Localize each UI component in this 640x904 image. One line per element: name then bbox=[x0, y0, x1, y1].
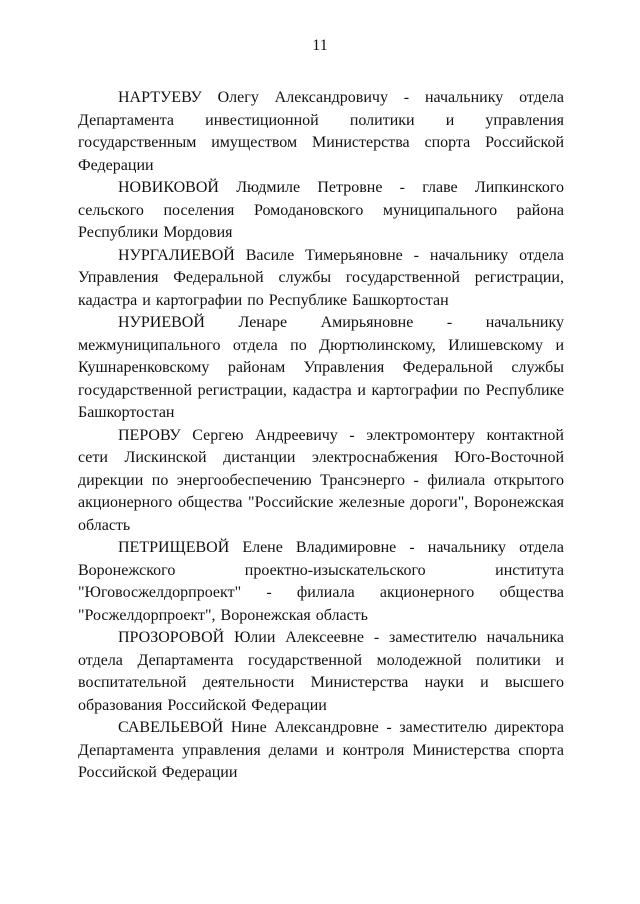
list-item: НУРГАЛИЕВОЙ Василе Тимерьяновне - начальнику отдела Управления Федеральной службы государственной регистрации, кадастра и картографии по Республике Башкортостан bbox=[78, 246, 564, 309]
list-item: НОВИКОВОЙ Людмиле Петровне - главе Липкинского сельского поселения Ромодановского муниципального района Республики Мордовия bbox=[78, 179, 564, 241]
list-item: НУРИЕВОЙ Ленаре Амирьяновне - начальнику межмуниципального отдела по Дюртюлинскому, Илишевскому и Кушнаренковскому районам Управления Федеральной службы государственной регистрации, кадастра и картографии по Республике Башкортостан bbox=[78, 314, 564, 421]
list-item: ПРОЗОРОВОЙ Юлии Алексеевне - заместителю начальника отдела Департамента государственной молодежной политики и воспитательной деятельности Министерства науки и высшего образования Российской Федерации bbox=[78, 629, 564, 714]
list-item: НАРТУЕВУ Олегу Александровичу - начальнику отдела Департамента инвестиционной политики и управления государственным имуществом Министерства спорта Российской Федерации bbox=[78, 89, 564, 174]
list-item: ПЕРОВУ Сергею Андреевичу - электромонтеру контактной сети Лискинской дистанции электроснабжения Юго-Восточной дирекции по энергообеспечению Трансэнерго - филиала открытого акционерного общества "Российские железные дороги", Воронежская область bbox=[78, 426, 564, 534]
page-number: 11 bbox=[312, 37, 328, 54]
list-item: ПЕТРИЩЕВОЙ Елене Владимировне - начальнику отдела Воронежского проектно-изыскательского института "Юговосжелдорпроект" - филиала акционерного общества "Росжелдорпроект", Воронежская область bbox=[78, 539, 564, 624]
award-list bbox=[78, 87, 564, 785]
list-item: САВЕЛЬЕВОЙ Нине Александровне - заместителю директора Департамента управления делами и контроля Министерства спорта Российской Федерации bbox=[78, 719, 564, 781]
